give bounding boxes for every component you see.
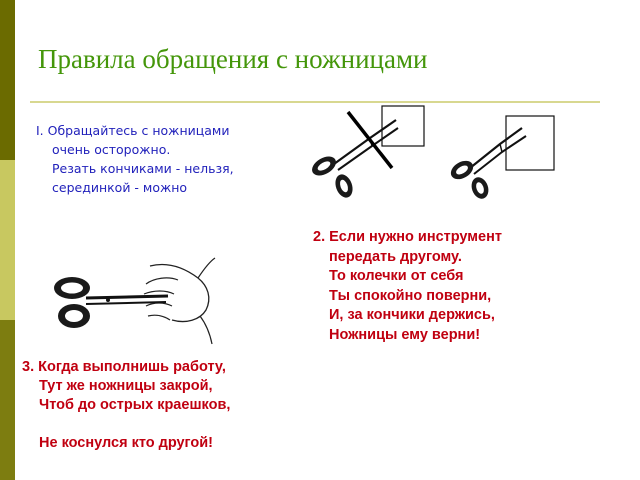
rule-2-line-6: Ножницы ему верни! [329, 326, 481, 343]
rule-1-line-3: Резать кончиками - нельзя, [52, 161, 234, 176]
rule-2-line-2: передать другому. [329, 248, 462, 265]
page-title: Правила обращения с ножницами [38, 44, 428, 74]
stripe-bottom [0, 320, 15, 480]
rule-2-line-4: Ты спокойно поверни, [329, 287, 492, 304]
rule-3-text [22, 358, 230, 453]
rule-2-line-1: 2. Если нужно инструмент [313, 229, 502, 245]
rule-1-line-1: I. Обращайтесь с ножницами [36, 123, 230, 138]
stripe-middle [0, 160, 15, 320]
rule-2-text [313, 228, 502, 345]
scissors-right-icon [440, 110, 560, 210]
rule-1-line-2: очень осторожно. [52, 142, 171, 157]
rule-2-line-3: То колечки от себя [329, 268, 464, 284]
rule-3-line-2: Тут же ножницы закрой, [39, 378, 213, 394]
rule-3-spacer [22, 415, 230, 434]
rule-3-line-1: 3. Когда выполнишь работу, [22, 359, 226, 375]
rule-3-line-3: Чтоб до острых краешков, [39, 397, 231, 413]
scissors-wrong-icon [300, 102, 430, 212]
rule-2-line-5: И, за кончики держись, [329, 307, 495, 323]
rule-3-line-4: Не коснулся кто другой! [39, 435, 213, 451]
rule-1-line-4: серединкой - можно [52, 180, 188, 195]
rule-1-text [36, 121, 234, 197]
stripe-top [0, 0, 15, 160]
hand-scissors-icon [50, 258, 215, 348]
